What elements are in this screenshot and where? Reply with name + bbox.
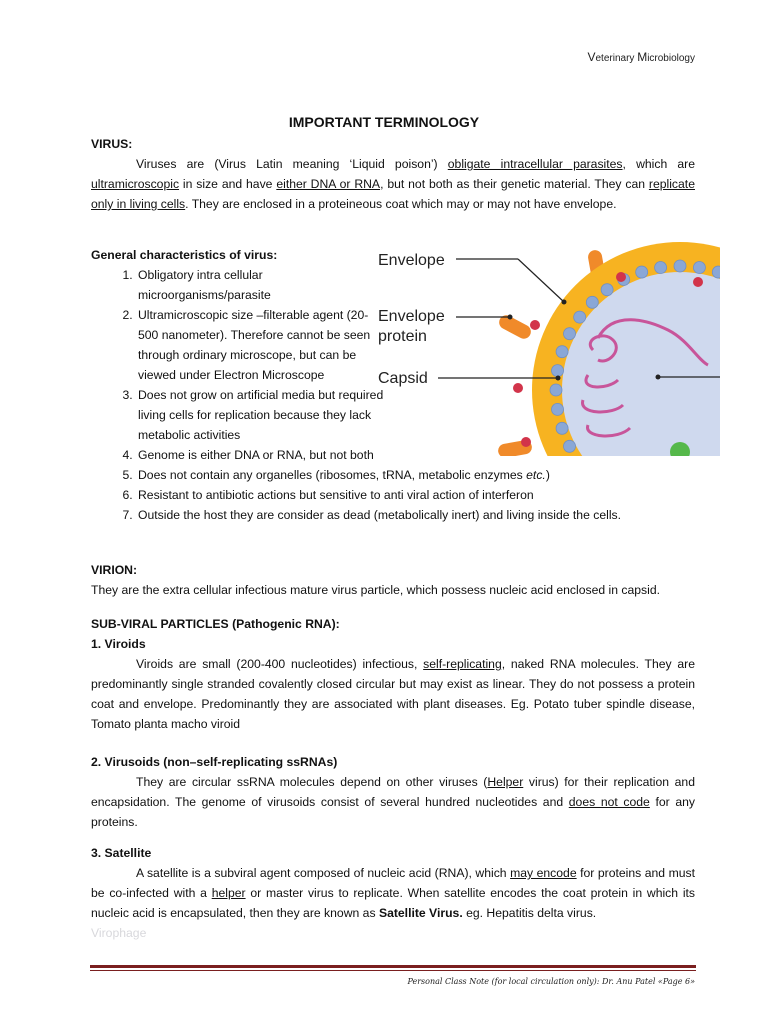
text-run: Viroids are small (200-400 nucleotides) infectious, xyxy=(136,657,424,671)
label-capsid: Capsid xyxy=(378,370,428,387)
list-item: 1. Obligatory intra cellular microorganisms/parasite xyxy=(136,265,388,305)
text-run: or master virus to replicate. When satellite encodes the coat protein in which its nucleic acid is encapsulated, then they are known as xyxy=(91,886,696,920)
text-run: , which are xyxy=(622,157,695,171)
envelope-protein-dot xyxy=(616,272,626,282)
label-envelope-protein-line1: Envelope xyxy=(378,308,445,325)
capsomere-bead xyxy=(556,422,568,434)
capsomere-bead xyxy=(574,311,586,323)
leader-dot xyxy=(656,375,661,380)
underlined-run: does not code xyxy=(568,795,650,809)
envelope-protein-dot xyxy=(693,277,703,287)
label-envelope: Envelope xyxy=(378,252,445,269)
text-run: A satellite is a subviral agent composed of nucleic acid (RNA), which xyxy=(136,866,511,880)
virusoids-heading: 2. Virusoids (non–self-replicating ssRNAs) xyxy=(91,755,338,769)
underlined-run: obligate intracellular parasites xyxy=(447,157,623,171)
italic-run: etc. xyxy=(526,468,546,482)
capsomere-bead xyxy=(586,296,598,308)
underlined-run: ultramicroscopic xyxy=(91,177,180,191)
capsomere-bead xyxy=(601,284,613,296)
capsomere-bead xyxy=(693,262,705,274)
underlined-run: Helper xyxy=(487,775,524,789)
virion-section xyxy=(91,560,695,600)
capsomere-bead xyxy=(636,266,648,278)
bold-run: Satellite Virus. xyxy=(378,906,463,920)
header-initial-v: V xyxy=(587,50,596,64)
text-run: virus) for their replication and encapsidation. The genome of virusoids consist of several hundred nucleotides and xyxy=(91,775,695,809)
text-run: , naked RNA molecules. They are predominantly single stranded covalently closed circular but may exist as linear. They do not possess a protein coat and envelope. Predominantly they are associated with plant diseases. Eg. Potato tuber spindle disease, Tomato planta macho viroid xyxy=(91,657,696,731)
label-leader-envelope xyxy=(518,259,564,302)
capsomere-bead xyxy=(550,384,562,396)
virus-structure-diagram xyxy=(368,240,720,456)
satellite-heading: 3. Satellite xyxy=(91,846,152,860)
capsomere-bead xyxy=(655,262,667,274)
virus-paragraph xyxy=(91,154,695,214)
capsomere-bead xyxy=(674,260,686,272)
virusoids-paragraph xyxy=(91,772,695,832)
footer-rule-thin xyxy=(90,970,696,971)
leader-dot xyxy=(562,300,567,305)
virus-heading: VIRUS: xyxy=(91,137,133,151)
capsomere-bead xyxy=(552,403,564,415)
faded-text-virophage: Virophage xyxy=(91,926,147,940)
header-initial-m: M xyxy=(637,50,648,64)
text-run: They are circular ssRNA molecules depend on other viruses ( xyxy=(136,775,488,789)
underlined-run: either DNA or RNA xyxy=(276,177,381,191)
capsomere-bead xyxy=(564,440,576,452)
virusoids-section xyxy=(91,752,695,832)
underlined-run: replicate only in living cells xyxy=(91,177,695,211)
satellite-section xyxy=(91,843,695,943)
text-run: ) xyxy=(545,468,550,482)
text-run: for any proteins. xyxy=(91,795,695,829)
leader-dot xyxy=(508,315,513,320)
list-item: 2. Ultramicroscopic size –filterable agent (20-500 nanometer). Therefore cannot be seen through ordinary microscope, but can be viewed under Electron Microscope xyxy=(136,305,388,385)
text-run: Viruses are (Virus Latin meaning ‘Liquid poison’) xyxy=(136,157,448,171)
underlined-run: self-replicating xyxy=(423,657,502,671)
list-item: 3. Does not grow on artificial media but required living cells for replication because they lack metabolic activities xyxy=(136,385,388,445)
running-header xyxy=(587,50,695,64)
list-item: 7. Outside the host they are consider as dead (metabolically inert) and living inside the cells. xyxy=(136,505,695,525)
list-item: 4. Genome is either DNA or RNA, but not both xyxy=(136,445,695,465)
footer-note: Personal Class Note (for local circulation only): Dr. Anu Patel «Page 6» xyxy=(407,977,695,986)
underlined-run: may encode xyxy=(510,866,577,880)
footer-rule-thick xyxy=(90,965,696,968)
text-run: eg. Hepatitis delta virus. xyxy=(462,906,597,920)
text-run: , but not both as their genetic material. They can xyxy=(380,177,649,191)
leader-dot xyxy=(556,376,561,381)
virion-heading: VIRION: xyxy=(91,563,138,577)
header-word-2: icrobiology xyxy=(647,53,695,64)
text-run: . They are enclosed in a proteineous coat which may or may not have envelope. xyxy=(185,197,617,211)
label-envelope-protein-line2: protein xyxy=(378,328,427,345)
virus-section xyxy=(91,134,695,214)
list-item xyxy=(136,465,695,485)
text-run: in size and have xyxy=(179,177,277,191)
capsomere-bead xyxy=(556,346,568,358)
footer-rule xyxy=(90,965,696,971)
envelope-protein-dot xyxy=(513,383,523,393)
general-heading: General characteristics of virus: xyxy=(91,248,278,262)
text-run: for proteins and must be co-infected with a xyxy=(91,866,695,900)
subviral-section xyxy=(91,614,695,734)
text-run: Does not contain any organelles (ribosomes, tRNA, metabolic enzymes xyxy=(138,468,527,482)
envelope-protein-dot xyxy=(521,437,531,447)
page-title: IMPORTANT TERMINOLOGY xyxy=(288,114,480,130)
list-item: 6. Resistant to antibiotic actions but sensitive to anti viral action of interferon xyxy=(136,485,695,505)
viroids-paragraph xyxy=(91,654,695,734)
capsomere-bead xyxy=(564,328,576,340)
satellite-paragraph xyxy=(91,863,695,923)
underlined-run: helper xyxy=(211,886,246,900)
viroids-heading: 1. Viroids xyxy=(91,637,146,651)
header-word-1: eterinary xyxy=(595,53,638,64)
subviral-heading: SUB-VIRAL PARTICLES (Pathogenic RNA): xyxy=(91,617,340,631)
capsomere-bead xyxy=(552,365,564,377)
virion-paragraph: They are the extra cellular infectious mature virus particle, which possess nucleic acid enclosed in capsid. xyxy=(91,583,661,597)
envelope-protein-dot xyxy=(530,320,540,330)
